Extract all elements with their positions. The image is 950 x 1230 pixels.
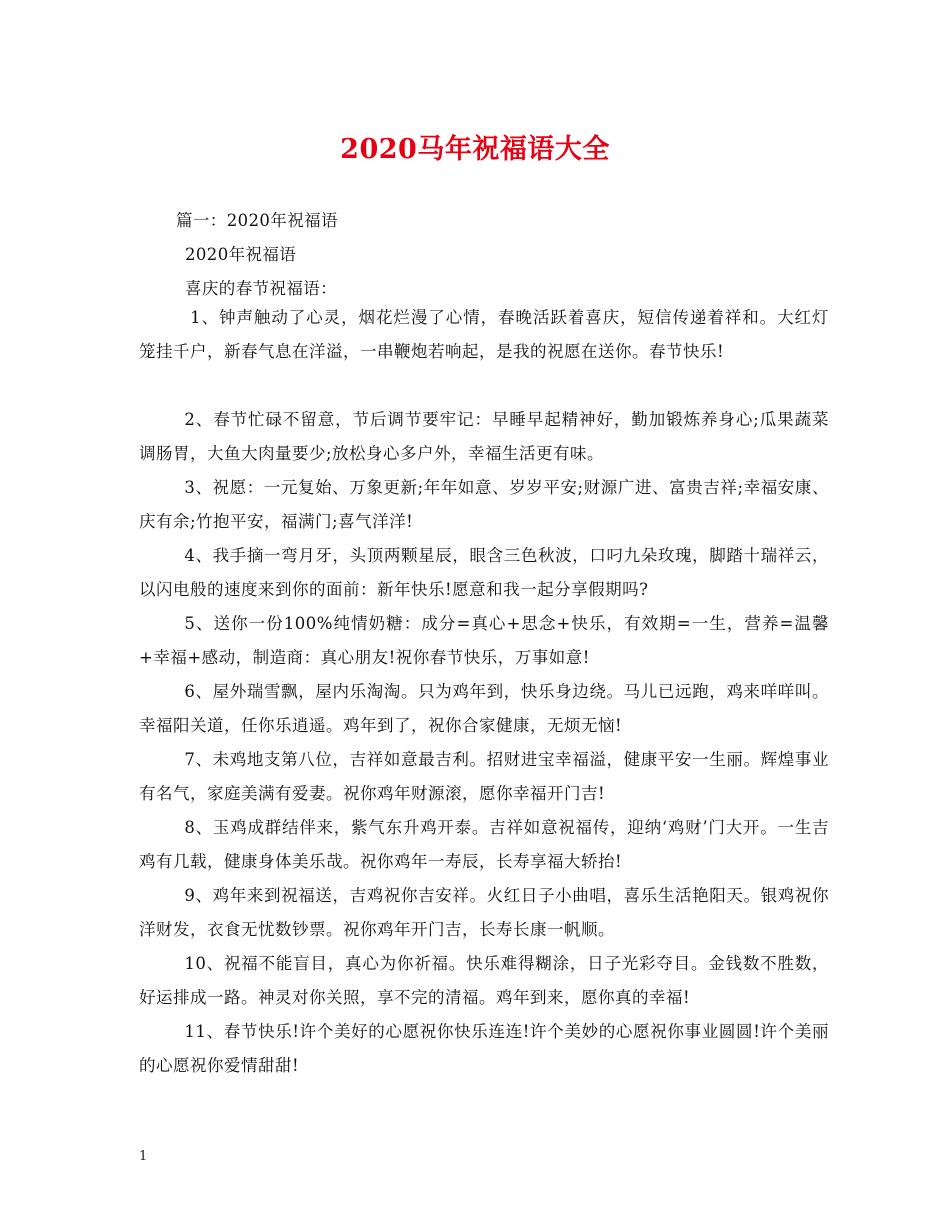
- paragraph-10: 10、祝福不能盲目，真心为你祈福。快乐难得糊涂，日子光彩夺目。金钱数不胜数，好运排成一路。神灵对你关照，享不完的清福。鸡年到来，愿你真的幸福!: [139, 954, 829, 1007]
- paragraph-6: 6、屋外瑞雪飘，屋内乐淘淘。只为鸡年到，快乐身边绕。马儿已远跑，鸡来咩咩叫。幸福阳关道，任你乐逍遥。鸡年到了，祝你合家健康，无烦无恼!: [139, 682, 829, 735]
- paragraph-8: 8、玉鸡成群结伴来，紫气东升鸡开泰。吉祥如意祝福传，迎纳‘鸡财’门大开。一生吉鸡有几载，健康身体美乐哉。祝你鸡年一寿辰，长寿享福大轿抬!: [139, 818, 829, 871]
- paragraph-5: 5、送你一份100%纯情奶糖：成分=真心+思念+快乐，有效期=一生，营养=温馨+幸福+感动，制造商：真心朋友!祝你春节快乐，万事如意!: [139, 614, 829, 667]
- section-heading: 篇一：2020年祝福语: [176, 211, 338, 230]
- subheading: 2020年祝福语: [185, 245, 297, 264]
- document-title: 2020马年祝福语大全: [340, 134, 610, 165]
- paragraph-3: 3、祝愿：一元复始、万象更新;年年如意、岁岁平安;财源广进、富贵吉祥;幸福安康、庆有余;竹抱平安，福满门;喜气洋洋!: [139, 478, 829, 531]
- paragraph-4: 4、我手摘一弯月牙，头顶两颗星辰，眼含三色秋波，口叼九朵玫瑰，脚踏十瑞祥云，以闪电般的速度来到你的面前：新年快乐!愿意和我一起分享假期吗?: [139, 546, 829, 599]
- paragraph-11: 11、春节快乐!许个美好的心愿祝你快乐连连!许个美妙的心愿祝你事业圆圆!许个美丽的心愿祝你爱情甜甜!: [139, 1022, 829, 1075]
- paragraph-9: 9、鸡年来到祝福送，吉鸡祝你吉安祥。火红日子小曲唱，喜乐生活艳阳天。银鸡祝你洋财发，衣食无忧数钞票。祝你鸡年开门吉，长寿长康一帆顺。: [139, 886, 829, 939]
- paragraph-2: 2、春节忙碌不留意，节后调节要牢记：早睡早起精神好，勤加锻炼养身心;瓜果蔬菜调肠胃，大鱼大肉量要少;放松身心多户外，幸福生活更有味。: [139, 410, 829, 463]
- intro-line: 喜庆的春节祝福语：: [185, 279, 338, 298]
- paragraph-1: 1、钟声触动了心灵，烟花烂漫了心情，春晚活跃着喜庆，短信传递着祥和。大红灯笼挂千户，新春气息在洋溢，一串鞭炮若响起，是我的祝愿在送你。春节快乐!: [139, 308, 829, 361]
- page-number: 1: [139, 1149, 148, 1164]
- paragraph-7: 7、未鸡地支第八位，吉祥如意最吉利。招财进宝幸福溢，健康平安一生丽。辉煌事业有名气，家庭美满有爱妻。祝你鸡年财源滚，愿你幸福开门吉!: [139, 750, 829, 803]
